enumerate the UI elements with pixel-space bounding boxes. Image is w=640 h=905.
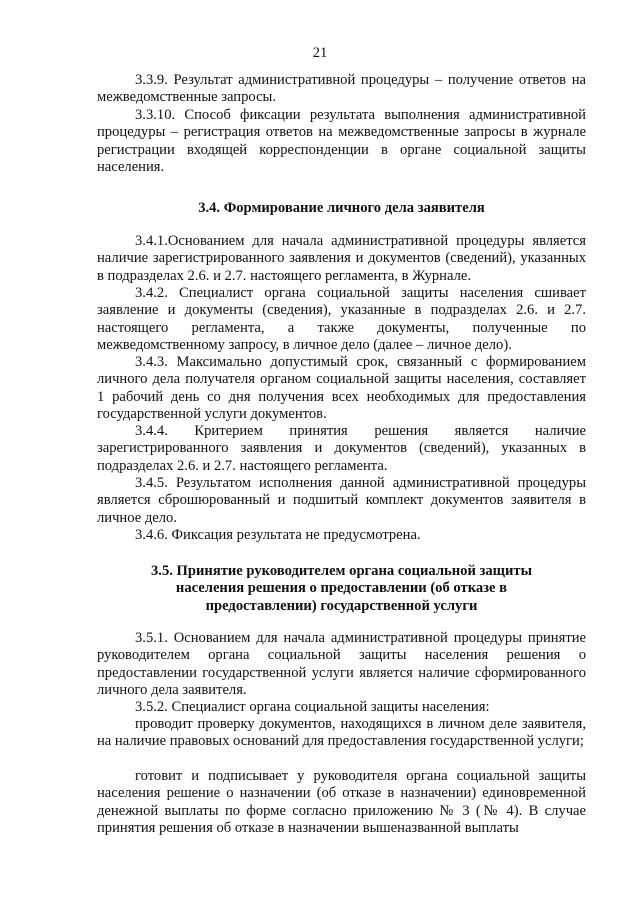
paragraph-3-3-10: 3.3.10. Способ фиксации результата выполнения административной процедуры – регистрация ответов на межведомственные запросы в журнале регистрации входящей корреспонденции в органе социальной защиты населения. <box>97 107 586 175</box>
paragraph-3-4-6: 3.4.6. Фиксация результата не предусмотрена. <box>135 527 421 543</box>
paragraph-3-4-1: 3.4.1.Основанием для начала административной процедуры является наличие зарегистрированного заявления и документов (сведений), указанных в подразделах 2.6. и 2.7. настоящего регламента, в Журнале. <box>97 233 586 284</box>
page-number: 21 <box>312 45 328 61</box>
list-item-prepare-decision: готовит и подписывает у руководителя органа социальной защиты населения решение о назначении (об отказе в назначении) единовременной денежной выплаты по форме согласно приложению № 3 (№ 4). В случае принятия решения об отказе в назначении вышеназванной выплаты <box>97 768 586 836</box>
paragraph-3-5-2: 3.5.2. Специалист органа социальной защиты населения: <box>135 699 490 715</box>
section-heading-3-5: 3.5. Принятие руководителем органа социальной защиты населения решения о предоставлении (об отказе в предоставлении) государственной услуги <box>151 563 532 614</box>
section-heading-3-4: 3.4. Формирование личного дела заявителя <box>198 200 485 216</box>
paragraph-3-4-5: 3.4.5. Результатом исполнения данной административной процедуры является сброшюрованный и подшитый комплект документов заявителя в личное дело. <box>97 475 586 526</box>
paragraph-3-3-9: 3.3.9. Результат административной процедуры – получение ответов на межведомственные запросы. <box>97 72 586 106</box>
paragraph-3-5-1: 3.5.1. Основанием для начала административной процедуры принятие руководителем органа социальной защиты населения решения о предоставлении государственной услуги является наличие сформированного личного дела заявителя. <box>97 630 586 698</box>
paragraph-3-4-3: 3.4.3. Максимально допустимый срок, связанный с формированием личного дела получателя органом социальной защиты населения, составляет 1 рабочий день со дня получения всех необходимых для предоставления государственной услуги документов. <box>97 354 586 422</box>
paragraph-3-4-2: 3.4.2. Специалист органа социальной защиты населения сшивает заявление и документы (сведения), указанные в подразделах 2.6. и 2.7. настоящего регламента, а также документы, полученные по межведомственному запросу, в личное дело (далее – личное дело). <box>97 285 586 353</box>
paragraph-3-4-4: 3.4.4. Критерием принятия решения является наличие зарегистрированного заявления и документов (сведений), указанных в подразделах 2.6. и 2.7. настоящего регламента. <box>97 423 586 474</box>
list-item-check-documents: проводит проверку документов, находящихся в личном деле заявителя, на наличие правовых оснований для предоставления государственной услуги; <box>97 716 586 750</box>
